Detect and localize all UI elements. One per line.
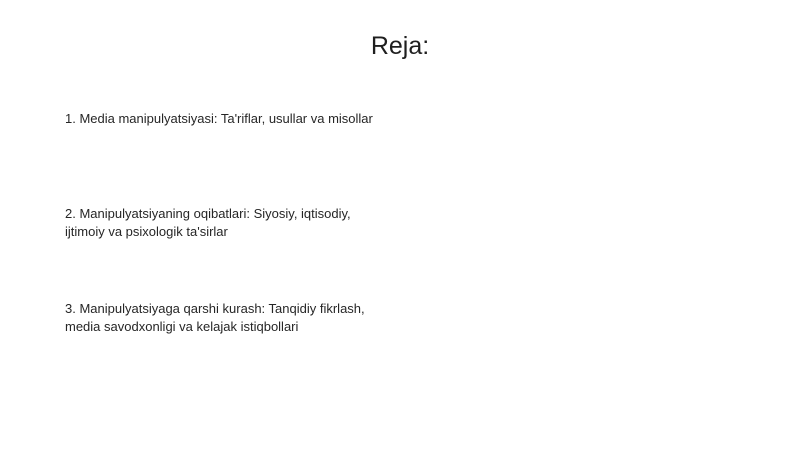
slide-title: Reja: bbox=[370, 32, 430, 60]
plan-item-2: 2. Manipulyatsiyaning oqibatlari: Siyosiy, iqtisodiy, ijtimoiy va psixologik ta'sirlar bbox=[65, 206, 351, 239]
plan-item-1: 1. Media manipulyatsiyasi: Ta'riflar, usullar va misollar bbox=[65, 111, 373, 126]
plan-item-3: 3. Manipulyatsiyaga qarshi kurash: Tanqidiy fikrlash, media savodxonligi va kelajak istiqbollari bbox=[65, 301, 365, 334]
